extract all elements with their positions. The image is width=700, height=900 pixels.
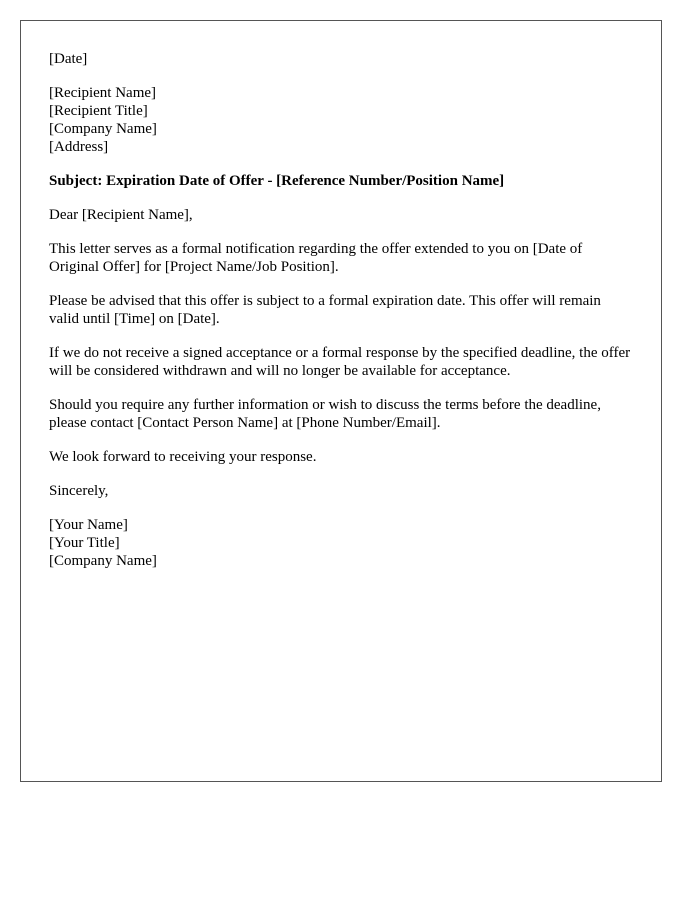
signature-block (49, 516, 633, 570)
recipient-block (49, 84, 633, 156)
letter-document (20, 20, 662, 782)
body-paragraph-2: Please be advised that this offer is subject to a formal expiration date. This offer will remain valid until [Time] on [Date]. (49, 293, 601, 327)
body-paragraph-5: We look forward to receiving your response. (49, 449, 317, 465)
date-line (49, 50, 633, 68)
signature-company: [Company Name] (49, 553, 157, 569)
recipient-title: [Recipient Title] (49, 103, 148, 119)
recipient-name: [Recipient Name] (49, 85, 157, 101)
recipient-company: [Company Name] (49, 121, 157, 137)
recipient-address: [Address] (49, 139, 109, 155)
body-paragraph-3: If we do not receive a signed acceptance or a formal response by the specified deadline, the offer will be considered withdrawn and will no longer be available for acceptance. (49, 345, 631, 379)
subject-line: Subject: Expiration Date of Offer - [Reference Number/Position Name] (49, 173, 505, 189)
closing: Sincerely, (49, 483, 109, 499)
body-paragraph-4: Should you require any further information or wish to discuss the terms before the deadline, please contact [Contact Person Name] at [Phone Number/Email]. (49, 397, 601, 431)
signature-title: [Your Title] (49, 535, 120, 551)
signature-name: [Your Name] (49, 517, 128, 533)
letter-date: [Date] (49, 51, 88, 67)
salutation: Dear [Recipient Name], (49, 207, 193, 223)
body-paragraph-1: This letter serves as a formal notification regarding the offer extended to you on [Date of Original Offer] for [Project Name/Job Position]. (49, 241, 583, 275)
